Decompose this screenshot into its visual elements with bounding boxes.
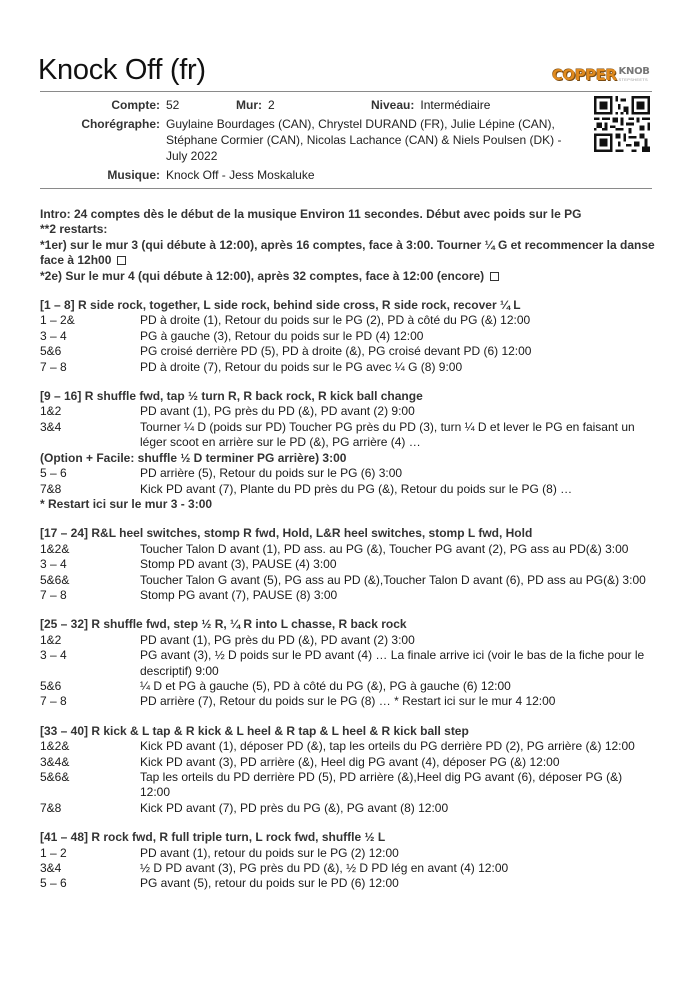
section-title: [17 – 24] R&L heel switches, stomp R fwd, Hold, L&R heel switches, stomp L fwd, Hold bbox=[40, 526, 533, 541]
section-1-8 bbox=[40, 298, 660, 375]
step-count: 7 – 8 bbox=[40, 359, 67, 374]
step-row bbox=[40, 420, 660, 451]
mur-group bbox=[236, 97, 371, 113]
mur-value: 2 bbox=[268, 98, 275, 112]
intro-line: Intro: 24 comptes dès le début de la musique Environ 11 secondes. Début avec poids sur le PG bbox=[40, 207, 582, 221]
meta-row-choreographer bbox=[40, 116, 580, 164]
compte-value: 52 bbox=[166, 98, 180, 112]
step-row bbox=[40, 482, 660, 497]
step-desc: ½ D PD avant (3), PG près du PD (&), ½ D PD lég en avant (4) 12:00 bbox=[140, 861, 509, 876]
step-desc: Stomp PG avant (7), PAUSE (8) 3:00 bbox=[140, 587, 338, 602]
step-count: 5 – 6 bbox=[40, 466, 67, 481]
step-desc: PD arrière (7), Retour du poids sur le PG (8) … * Restart ici sur le mur 4 12:00 bbox=[140, 694, 556, 709]
step-row bbox=[40, 588, 660, 603]
step-count: 7&8 bbox=[40, 481, 62, 496]
musique-label: Musique: bbox=[107, 168, 160, 182]
header-divider bbox=[40, 91, 652, 92]
step-row bbox=[40, 876, 660, 891]
page-title: Knock Off (fr) bbox=[38, 54, 206, 86]
step-row bbox=[40, 801, 660, 816]
step-desc: PD avant (1), PG près du PD (&), PD avant (2) 9:00 bbox=[140, 404, 415, 419]
checkbox-glyph-icon bbox=[117, 256, 126, 265]
section-41-48 bbox=[40, 830, 660, 892]
section-title: [25 – 32] R shuffle fwd, step ½ R, ¼ R into L chasse, R back rock bbox=[40, 617, 407, 632]
restart-note: * Restart ici sur le mur 3 - 3:00 bbox=[40, 496, 213, 511]
checkbox-glyph-icon bbox=[490, 272, 499, 281]
step-count: 1&2& bbox=[40, 541, 70, 556]
step-row bbox=[40, 755, 660, 770]
step-row bbox=[40, 466, 660, 481]
stepsheet-content bbox=[40, 207, 660, 892]
step-count: 1 – 2& bbox=[40, 313, 75, 328]
step-count: 7 – 8 bbox=[40, 587, 67, 602]
step-desc: Kick PD avant (1), déposer PD (&), tap les orteils du PG derrière PD (2), PG arrière (&) 12:00 bbox=[140, 739, 635, 754]
step-row bbox=[40, 633, 660, 648]
meta-row-counts bbox=[40, 97, 580, 113]
step-desc: Tap les orteils du PD derrière PD (5), PD arrière (&),Heel dig PG avant (6), déposer PG (&) 12:00 bbox=[140, 770, 623, 800]
step-desc: PG avant (3), ½ D poids sur le PD avant (4) … La finale arrive ici (voir le bas de la fiche pour le descriptif) 9:00 bbox=[140, 648, 645, 678]
step-count: 3&4& bbox=[40, 754, 70, 769]
step-row bbox=[40, 648, 660, 679]
section-title: [33 – 40] R kick & L tap & R kick & L heel & R tap & L heel & R kick ball step bbox=[40, 723, 469, 738]
step-count: 7&8 bbox=[40, 800, 62, 815]
niveau-group bbox=[371, 97, 490, 113]
step-desc: ¼ D et PG à gauche (5), PD à côté du PG (&), PG à gauche (6) 12:00 bbox=[140, 678, 511, 693]
section-17-24 bbox=[40, 526, 660, 603]
step-row bbox=[40, 679, 660, 694]
step-row bbox=[40, 861, 660, 876]
step-count: 3 – 4 bbox=[40, 648, 67, 663]
step-count: 3&4 bbox=[40, 419, 62, 434]
choregraphe-value: Guylaine Bourdages (CAN), Chrystel DURAND (FR), Julie Lépine (CAN), Stéphane Cormier (CAN), Nicolas Lachance (CAN) & Niels Poulsen (DK) - July 2022 bbox=[166, 117, 562, 163]
step-row bbox=[40, 770, 660, 801]
step-desc: Kick PD avant (3), PD arrière (&), Heel dig PG avant (4), déposer PG (&) 12:00 bbox=[140, 754, 560, 769]
step-desc: PG croisé derrière PD (5), PD à droite (&), PG croisé devant PD (6) 12:00 bbox=[140, 344, 532, 359]
compte-label: Compte: bbox=[111, 98, 160, 112]
step-count: 1&2 bbox=[40, 632, 62, 647]
step-row bbox=[40, 313, 660, 328]
step-desc: PD avant (1), PG près du PD (&), PD avant (2) 3:00 bbox=[140, 632, 415, 647]
logo-copper-text: COPPER bbox=[552, 66, 617, 84]
choregraphe-label: Chorégraphe: bbox=[81, 117, 160, 131]
step-count: 5&6 bbox=[40, 678, 62, 693]
section-title: [9 – 16] R shuffle fwd, tap ½ turn R, R back rock, R kick ball change bbox=[40, 389, 423, 404]
musique-value: Knock Off - Jess Moskaluke bbox=[166, 168, 315, 182]
section-25-32 bbox=[40, 617, 660, 709]
step-count: 3 – 4 bbox=[40, 328, 67, 343]
step-desc: PG avant (5), retour du poids sur le PD (6) 12:00 bbox=[140, 876, 399, 891]
step-count: 3 – 4 bbox=[40, 557, 67, 572]
step-desc: Toucher Talon D avant (1), PD ass. au PG (&), Toucher PG avant (2), PG ass au PD(&) 3:00 bbox=[140, 541, 629, 556]
step-count: 3&4 bbox=[40, 861, 62, 876]
restarts-heading: **2 restarts: bbox=[40, 222, 108, 237]
intro-block bbox=[40, 207, 660, 284]
step-desc: PD à droite (7), Retour du poids sur le PG avec ¼ G (8) 9:00 bbox=[140, 359, 463, 374]
logo-knob-text: KNOB bbox=[618, 66, 650, 77]
step-count: 7 – 8 bbox=[40, 694, 67, 709]
step-count: 5&6 bbox=[40, 344, 62, 359]
option-note: (Option + Facile: shuffle ½ D terminer PG arrière) 3:00 bbox=[40, 450, 347, 465]
step-desc: Kick PD avant (7), PD près du PG (&), PG avant (8) 12:00 bbox=[140, 800, 449, 815]
step-count: 5 – 6 bbox=[40, 876, 67, 891]
logo-sub-text: STEPSHEETS bbox=[618, 77, 648, 82]
step-desc: PG à gauche (3), Retour du poids sur le PD (4) 12:00 bbox=[140, 328, 424, 343]
step-desc: PD avant (1), retour du poids sur le PG (2) 12:00 bbox=[140, 845, 399, 860]
mur-label: Mur: bbox=[236, 98, 262, 112]
section-33-40 bbox=[40, 724, 660, 816]
step-count: 1&2 bbox=[40, 404, 62, 419]
section-9-16 bbox=[40, 389, 660, 512]
step-row bbox=[40, 846, 660, 861]
step-row bbox=[40, 542, 660, 557]
meta-divider bbox=[40, 188, 652, 189]
niveau-label: Niveau: bbox=[371, 98, 415, 112]
step-row bbox=[40, 404, 660, 419]
section-title: [1 – 8] R side rock, together, L side rock, behind side cross, R side rock, recover ¼ L bbox=[40, 298, 521, 313]
restart-note-1: *1er) sur le mur 3 (qui débute à 12:00), après 16 comptes, face à 3:00. Tourner ¼ G et recommencer la danse face à 12h00 bbox=[40, 237, 655, 268]
step-row bbox=[40, 739, 660, 754]
niveau-value: Intermédiaire bbox=[420, 98, 491, 112]
step-desc: PD à droite (1), Retour du poids sur le PG (2), PD à côté du PG (&) 12:00 bbox=[140, 313, 531, 328]
step-desc: PD arrière (5), Retour du poids sur le PG (6) 3:00 bbox=[140, 466, 403, 481]
meta-row-music bbox=[40, 167, 580, 183]
step-desc: Stomp PD avant (3), PAUSE (4) 3:00 bbox=[140, 557, 337, 572]
step-desc: Toucher Talon G avant (5), PG ass au PD (&),Toucher Talon D avant (6), PD ass au PG(&) 3:00 bbox=[140, 572, 646, 587]
step-count: 5&6& bbox=[40, 572, 70, 587]
step-desc: Tourner ¼ D (poids sur PD) Toucher PG près du PD (3), turn ¼ D et lever le PG en faisant un léger scoot en arrière sur le PD (&), PG arrière (4) … bbox=[140, 419, 635, 450]
step-desc: Kick PD avant (7), Plante du PD près du PG (&), Retour du poids sur le PG (8) … bbox=[140, 481, 573, 496]
step-row bbox=[40, 344, 660, 359]
step-count: 1 – 2 bbox=[40, 845, 67, 860]
step-row bbox=[40, 573, 660, 588]
qr-code-icon[interactable] bbox=[594, 96, 650, 152]
section-title: [41 – 48] R rock fwd, R full triple turn, L rock fwd, shuffle ½ L bbox=[40, 830, 386, 845]
step-row bbox=[40, 694, 660, 709]
step-row bbox=[40, 557, 660, 572]
step-row bbox=[40, 329, 660, 344]
copperknob-logo[interactable] bbox=[552, 66, 670, 88]
step-count: 1&2& bbox=[40, 739, 70, 754]
restart-note-2: *2e) Sur le mur 4 (qui débute à 12:00), après 32 comptes, face à 12:00 (encore) bbox=[40, 269, 660, 284]
meta-block bbox=[40, 97, 580, 183]
step-count: 5&6& bbox=[40, 770, 70, 784]
step-row bbox=[40, 360, 660, 375]
